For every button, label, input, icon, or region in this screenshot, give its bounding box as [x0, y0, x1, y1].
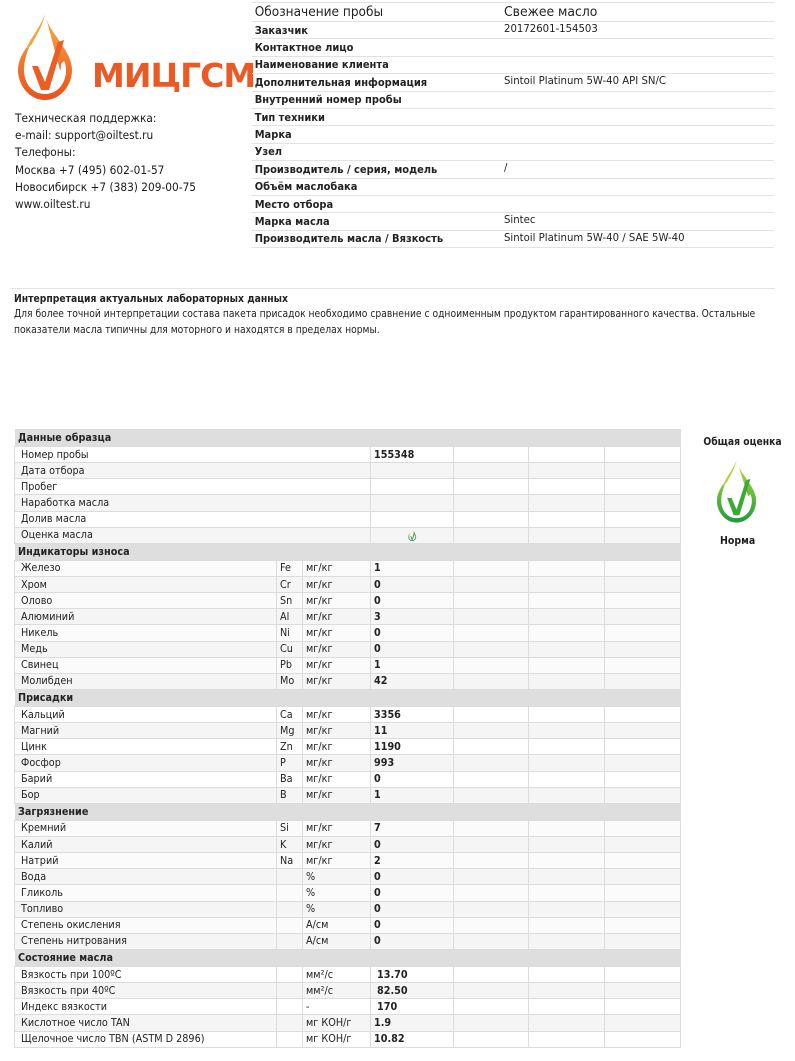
row-name: Барий	[21, 773, 53, 786]
row-value: 0	[374, 903, 381, 916]
info-label: Тип техники	[254, 110, 325, 124]
row-name: Кремний	[21, 822, 67, 835]
row-unit: мг/кг	[306, 789, 333, 802]
row-name: Вязкость при 40ºС	[21, 984, 116, 997]
info-row-equipment-type	[252, 109, 774, 126]
row-name: Молибден	[21, 675, 73, 688]
table-row	[15, 511, 681, 527]
info-row-oil-tank-volume	[252, 179, 774, 196]
row-value: 7	[374, 822, 381, 835]
brand-name: МИЦГСМ	[92, 56, 256, 95]
row-symbol: Zn	[280, 740, 293, 753]
row-name: Оценка масла	[21, 529, 93, 542]
row-value: 11	[374, 724, 388, 737]
row-unit: мг/кг	[306, 594, 333, 607]
info-row-contact	[252, 39, 774, 56]
row-symbol: Si	[280, 822, 289, 835]
row-name: Вода	[21, 870, 47, 883]
info-row-additional-info	[252, 74, 774, 91]
row-symbol: B	[280, 789, 287, 802]
table-row	[15, 641, 681, 657]
row-symbol: Ni	[280, 626, 290, 639]
row-name: Номер пробы	[21, 448, 89, 461]
row-value: 42	[374, 675, 388, 688]
row-unit: мг/кг	[306, 838, 333, 851]
row-value: 0	[374, 773, 381, 786]
row-value: 0	[374, 886, 381, 899]
row-name: Кальций	[21, 708, 65, 721]
row-value: 155348	[374, 448, 415, 461]
row-name: Кислотное число TAN	[21, 1016, 130, 1029]
phone-novosibirsk: Новосибирск +7 (383) 209-00-75	[15, 179, 197, 194]
phones-heading: Телефоны:	[15, 145, 76, 160]
row-unit: мг/кг	[306, 562, 333, 575]
info-label: Узел	[254, 145, 283, 159]
overall-title: Общая оценка	[703, 436, 782, 448]
row-unit: мг/кг	[306, 659, 333, 672]
row-value: 2	[374, 854, 381, 867]
info-value: Sintec	[504, 213, 536, 227]
row-name: Вязкость при 100ºС	[21, 968, 122, 981]
row-value: 0	[374, 838, 381, 851]
support-email[interactable]: e-mail: support@oiltest.ru	[15, 128, 154, 143]
info-label: Место отбора	[254, 197, 334, 211]
row-unit: мг КОН/г	[306, 1033, 352, 1046]
info-row-client-name	[252, 57, 774, 74]
info-label: Дополнительная информация	[254, 75, 428, 89]
info-row-manufacturer-model	[252, 161, 774, 178]
section-title: Состояние масла	[17, 951, 113, 964]
row-value: 0	[374, 643, 381, 656]
table-row	[15, 983, 681, 999]
info-label: Наименование клиента	[254, 58, 389, 72]
section-wear-indicators	[15, 543, 681, 560]
row-symbol: Fe	[280, 562, 291, 575]
row-unit: мг/кг	[306, 822, 333, 835]
info-row-sample-designation	[252, 3, 774, 22]
table-row	[15, 527, 681, 543]
divider	[10, 288, 775, 289]
row-symbol: Na	[280, 854, 294, 867]
info-row-customer	[252, 22, 774, 39]
row-value: 1.9	[374, 1016, 392, 1029]
row-value: 0	[374, 626, 381, 639]
row-name: Топливо	[21, 903, 64, 916]
phone-moscow: Москва +7 (495) 602-01-57	[15, 162, 165, 177]
info-label: Обозначение пробы	[254, 4, 384, 20]
row-name: Наработка масла	[21, 496, 110, 509]
row-unit: мг/кг	[306, 643, 333, 656]
table-row	[15, 999, 681, 1015]
section-title: Индикаторы износа	[17, 545, 130, 558]
row-value: 1	[374, 562, 381, 575]
row-value: 1	[374, 659, 381, 672]
row-name: Медь	[21, 643, 48, 656]
info-value: Свежее масло	[504, 4, 598, 20]
row-symbol: Mg	[280, 724, 295, 737]
row-value: 10.82	[374, 1033, 405, 1046]
row-name: Долив масла	[21, 513, 87, 526]
row-value: 82.50	[377, 984, 408, 997]
row-symbol: P	[280, 756, 286, 769]
row-unit: %	[306, 886, 316, 899]
overall-status: Норма	[720, 535, 756, 547]
row-name: Цинк	[21, 740, 47, 753]
row-unit: мг/кг	[306, 756, 333, 769]
table-row	[15, 901, 681, 917]
section-sample-data	[15, 430, 681, 447]
table-row	[15, 739, 681, 755]
section-title: Загрязнение	[17, 805, 88, 818]
company-logo	[14, 10, 256, 110]
info-row-unit	[252, 144, 774, 161]
row-unit: мг/кг	[306, 773, 333, 786]
info-label: Заказчик	[254, 23, 309, 37]
row-name: Алюминий	[21, 610, 75, 623]
table-row	[15, 673, 681, 689]
oil-drop-check-icon	[714, 457, 762, 527]
row-unit: мг/кг	[306, 708, 333, 721]
table-row	[15, 820, 681, 836]
table-row	[15, 869, 681, 885]
row-name: Магний	[21, 724, 60, 737]
row-name: Дата отбора	[21, 464, 85, 477]
info-label: Контактное лицо	[254, 41, 354, 55]
table-row	[15, 463, 681, 479]
row-unit: %	[306, 903, 316, 916]
row-value: 0	[374, 870, 381, 883]
info-label: Производитель / серия, модель	[254, 162, 438, 176]
row-unit: мм²/с	[306, 984, 334, 997]
info-row-brand	[252, 126, 774, 143]
info-label: Марка	[254, 128, 292, 142]
row-unit: мг/кг	[306, 578, 333, 591]
interpretation-text: Для более точной интерпретации состава пакета присадок необходимо сравнение с одноименным продуктом гарантированного качества. Остальные показатели масла типичны для моторного и находятся в пределах нормы.	[14, 308, 756, 336]
row-symbol: Ca	[280, 708, 293, 721]
overall-assessment	[698, 430, 782, 548]
row-value: 0	[374, 594, 381, 607]
table-row	[15, 609, 681, 625]
row-name: Индекс вязкости	[21, 1000, 107, 1013]
section-oil-condition	[15, 949, 681, 966]
row-value: 993	[374, 756, 395, 769]
section-contamination	[15, 803, 681, 820]
oil-drop-check-icon	[407, 528, 418, 542]
row-value: 3356	[374, 708, 401, 721]
row-unit: мг КОН/г	[306, 1016, 352, 1029]
table-row	[15, 771, 681, 787]
row-name: Степень окисления	[21, 919, 121, 932]
table-row	[15, 447, 681, 463]
info-value: Sintoil Platinum 5W-40 API SN/C	[504, 74, 666, 88]
table-row	[15, 787, 681, 803]
row-name: Щелочное число TBN (ASTM D 2896)	[21, 1033, 205, 1046]
info-row-sampling-point	[252, 196, 774, 213]
row-unit: мм²/с	[306, 968, 334, 981]
row-name: Пробег	[21, 480, 58, 493]
support-contacts	[15, 110, 196, 213]
row-value: 1190	[374, 740, 401, 753]
row-symbol: K	[280, 838, 287, 851]
interpretation-block	[14, 292, 784, 338]
section-title: Данные образца	[17, 432, 111, 444]
oil-drop-check-icon	[14, 10, 80, 106]
row-name: Калий	[21, 838, 53, 851]
row-name: Бор	[21, 789, 40, 802]
row-symbol: Cu	[280, 643, 293, 656]
row-unit: -	[306, 1000, 310, 1013]
lab-results-table	[14, 429, 681, 1048]
table-row	[15, 593, 681, 609]
table-row	[15, 576, 681, 592]
row-unit: мг/кг	[306, 854, 333, 867]
info-label: Производитель масла / Вязкость	[254, 232, 444, 246]
row-symbol: Cr	[280, 578, 291, 591]
row-name: Степень нитрования	[21, 935, 127, 948]
row-value: 1	[374, 789, 381, 802]
table-row	[15, 933, 681, 949]
row-unit: А/см	[306, 919, 329, 932]
row-name: Хром	[21, 578, 47, 591]
table-row	[15, 479, 681, 495]
row-unit: мг/кг	[306, 610, 333, 623]
row-symbol: Sn	[280, 594, 293, 607]
table-row	[15, 625, 681, 641]
row-symbol: Mo	[280, 675, 295, 688]
row-name: Натрий	[21, 854, 59, 867]
table-row	[15, 1015, 681, 1031]
table-row	[15, 853, 681, 869]
info-row-oil-manufacturer-viscosity	[252, 231, 774, 248]
row-value: 13.70	[377, 968, 408, 981]
row-unit: %	[306, 870, 316, 883]
table-row	[15, 657, 681, 673]
row-symbol: Pb	[280, 659, 292, 672]
interpretation-title: Интерпретация актуальных лабораторных данных	[14, 293, 289, 305]
row-value: 3	[374, 610, 381, 623]
support-heading: Техническая поддержка:	[15, 111, 157, 125]
table-row	[15, 755, 681, 771]
row-name: Железо	[21, 562, 61, 575]
table-row	[15, 706, 681, 722]
row-symbol: Al	[280, 610, 290, 623]
section-title: Присадки	[17, 691, 73, 704]
row-value: 0	[374, 578, 381, 591]
row-name: Фосфор	[21, 756, 61, 769]
row-name: Олово	[21, 594, 53, 607]
row-unit: мг/кг	[306, 740, 333, 753]
row-name: Свинец	[21, 659, 59, 672]
info-value: /	[504, 161, 508, 175]
info-label: Марка масла	[254, 214, 330, 228]
info-row-internal-number	[252, 92, 774, 109]
row-unit: мг/кг	[306, 626, 333, 639]
row-value: 0	[374, 919, 381, 932]
row-name: Никель	[21, 626, 59, 639]
row-value: 170	[377, 1000, 398, 1013]
table-row	[15, 495, 681, 511]
row-unit: мг/кг	[306, 675, 333, 688]
row-unit: мг/кг	[306, 724, 333, 737]
table-row	[15, 723, 681, 739]
table-row	[15, 885, 681, 901]
row-symbol: Ba	[280, 773, 293, 786]
table-row	[15, 560, 681, 576]
info-value: 20172601-154503	[504, 22, 598, 35]
row-value: 0	[374, 935, 381, 948]
row-unit: А/см	[306, 935, 329, 948]
row-name: Гликоль	[21, 886, 63, 899]
table-row	[15, 966, 681, 982]
section-additives	[15, 689, 681, 706]
website-link[interactable]: www.oiltest.ru	[15, 197, 91, 212]
info-label: Внутренний номер пробы	[254, 93, 402, 107]
sample-info-table	[252, 2, 774, 248]
info-label: Объём маслобака	[254, 180, 358, 194]
info-row-oil-brand	[252, 213, 774, 230]
info-value: Sintoil Platinum 5W-40 / SAE 5W-40	[504, 230, 685, 244]
table-row	[15, 836, 681, 852]
table-row	[15, 917, 681, 933]
table-row	[15, 1031, 681, 1047]
